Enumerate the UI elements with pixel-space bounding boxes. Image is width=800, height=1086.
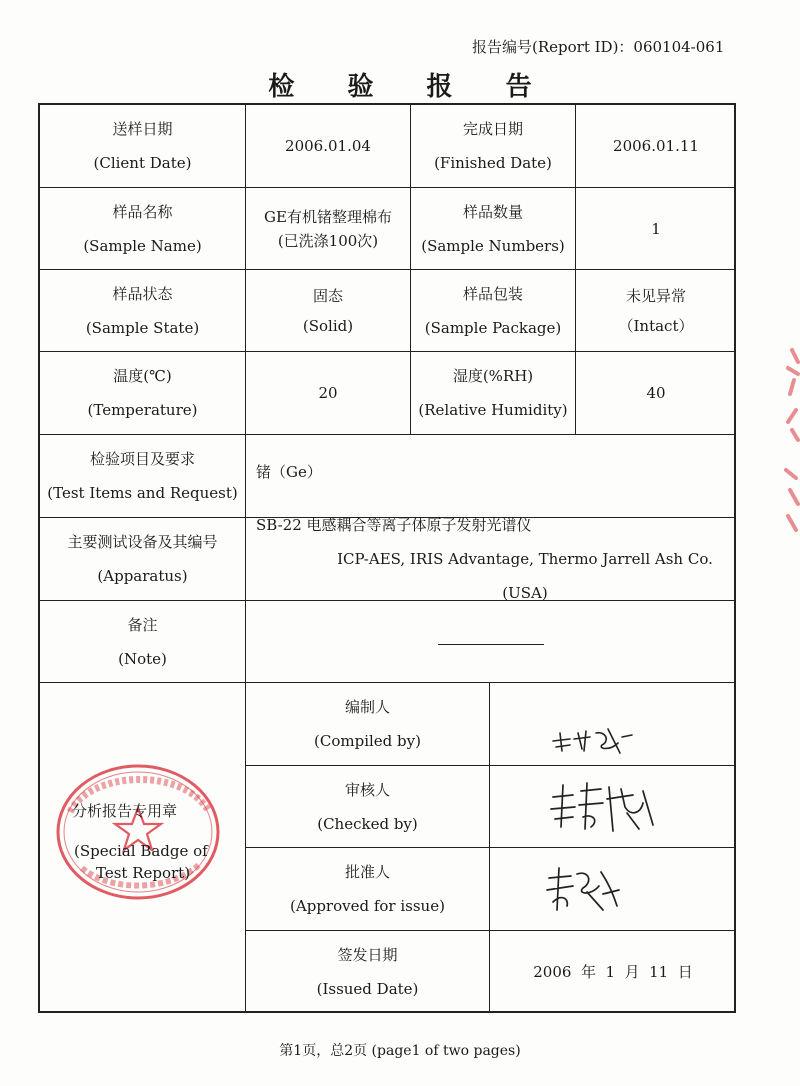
table-row [40, 352, 734, 435]
label-cell [40, 270, 246, 351]
value-cell [246, 601, 736, 682]
label-cell [411, 270, 576, 351]
signature-cell [490, 766, 736, 847]
sample-state-label-cn: 样品状态 [112, 284, 173, 303]
client-date-value: 2006.01.04 [285, 137, 371, 155]
client-date-label-cn: 送样日期 [112, 120, 173, 138]
checked-label-en: (Checked by) [317, 814, 418, 833]
badge-text [72, 800, 208, 884]
issued-date-value: 2006 年 1 月 11 日 [533, 963, 693, 981]
sample-numbers-value: 1 [651, 219, 661, 238]
sample-numbers-label-en: (Sample Numbers) [421, 236, 565, 255]
label-cell [40, 188, 246, 269]
note-label-cn: 备注 [127, 615, 158, 634]
sample-package-label-cn: 样品包装 [462, 284, 523, 303]
sample-numbers-label-cn: 样品数量 [462, 202, 523, 221]
temperature-label-cn: 温度(℃) [113, 367, 172, 385]
value-cell [246, 435, 736, 517]
value-cell [576, 188, 736, 269]
test-items-value: 锗（Ge） [256, 463, 322, 481]
value-cell [246, 270, 411, 351]
approved-label-cn: 批准人 [344, 863, 390, 881]
apparatus-value-en: ICP-AES, IRIS Advantage, Thermo Jarrell Ash Co. (USA) [337, 550, 713, 602]
temperature-value: 20 [318, 384, 338, 402]
checked-signature-icon [543, 777, 663, 837]
client-date-label-en: (Client Date) [93, 154, 192, 172]
apparatus-label-cn: 主要测试设备及其编号 [67, 533, 218, 551]
margin-stamp-fragment-icon [774, 340, 800, 540]
label-cell [40, 518, 246, 600]
value-cell [576, 105, 736, 187]
value-cell [246, 518, 736, 600]
label-cell [40, 601, 246, 682]
temperature-label-en: (Temperature) [87, 401, 198, 419]
approved-signature-icon [543, 864, 623, 914]
table-row [246, 931, 736, 1013]
compiled-signature-icon [548, 719, 638, 759]
label-cell [411, 352, 576, 434]
label-cell [40, 435, 246, 517]
sample-package-label-en: (Sample Package) [424, 318, 562, 337]
humidity-label-en: (Relative Humidity) [418, 401, 568, 419]
sample-state-value-en: (Solid) [302, 316, 354, 335]
table-row [246, 683, 736, 766]
report-number: 报告编号(Report ID)：060104-061 [472, 38, 725, 56]
value-cell [576, 352, 736, 434]
finished-date-label-cn: 完成日期 [462, 120, 523, 138]
empty-note-dash [438, 644, 544, 645]
issued-date-cell [490, 931, 736, 1013]
note-label-en: (Note) [118, 649, 167, 668]
label-cell [411, 188, 576, 269]
sample-package-value-en: （Intact） [618, 316, 694, 335]
sample-name-label-en: (Sample Name) [83, 236, 202, 255]
page-title: 检 验 报 告 [268, 72, 554, 102]
signature-cell [490, 848, 736, 930]
sample-package-value-cn: 未见异常 [625, 286, 686, 305]
value-cell [246, 188, 411, 269]
sample-state-label-en: (Sample State) [85, 318, 200, 337]
badge-label-en-2: Test Report) [96, 864, 191, 882]
table-row [40, 270, 734, 352]
label-cell [411, 105, 576, 187]
label-cell [246, 683, 490, 765]
apparatus-value-cn: SB-22 电感耦合等离子体原子发射光谱仪 [256, 516, 532, 534]
apparatus-label-en: (Apparatus) [97, 567, 188, 585]
signature-cell [490, 683, 736, 765]
sample-state-value-cn: 固态 [312, 286, 343, 305]
issued-label-cn: 签发日期 [337, 946, 398, 964]
humidity-label-cn: 湿度(%RH) [452, 367, 534, 385]
table-row [40, 105, 734, 188]
label-cell [246, 766, 490, 847]
label-cell [40, 352, 246, 434]
page-footer: 第1页，总2页 (page1 of two pages) [279, 1043, 521, 1059]
badge-label-en-1: (Special Badge of [74, 842, 208, 860]
finished-date-value: 2006.01.11 [613, 137, 699, 155]
sample-name-value-note: (已洗涤100次) [277, 231, 379, 250]
label-cell [40, 105, 246, 187]
humidity-value: 40 [646, 384, 666, 402]
table-row [40, 435, 734, 518]
test-items-label-cn: 检验项目及要求 [89, 450, 195, 468]
label-cell [246, 848, 490, 930]
value-cell [576, 270, 736, 351]
checked-label-cn: 审核人 [344, 780, 390, 799]
compiled-label-en: (Compiled by) [314, 732, 421, 750]
value-cell [246, 352, 411, 434]
finished-date-label-en: (Finished Date) [434, 154, 552, 172]
value-cell [246, 105, 411, 187]
issued-label-en: (Issued Date) [316, 980, 419, 998]
table-row [246, 848, 736, 931]
test-items-label-en: (Test Items and Request) [47, 484, 238, 502]
sample-name-label-cn: 样品名称 [112, 202, 173, 221]
table-row [40, 518, 734, 601]
sample-name-value: GE有机锗整理棉布 [264, 207, 392, 226]
table-row [40, 188, 734, 270]
table-row [246, 766, 736, 848]
badge-label-cn: 分析报告专用章 [72, 802, 178, 820]
label-cell [246, 931, 490, 1013]
approved-label-en: (Approved for issue) [290, 897, 445, 915]
table-row [40, 601, 734, 683]
compiled-label-cn: 编制人 [344, 698, 390, 716]
